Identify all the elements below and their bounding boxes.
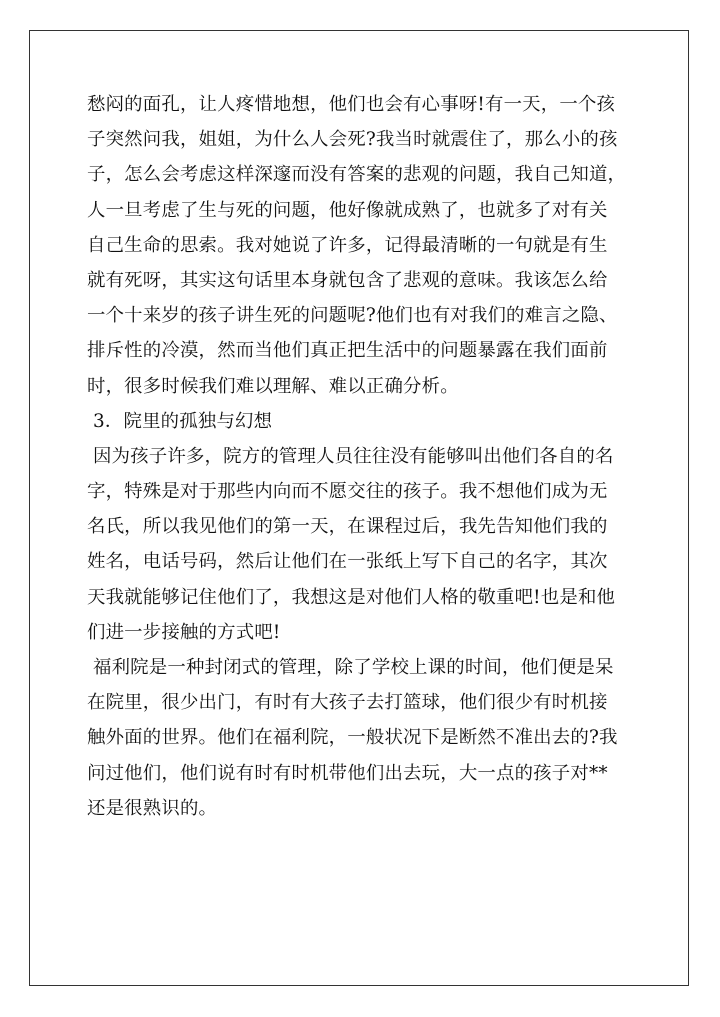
text-line: 触外面的世界。他们在福利院，一般状况下是断然不准出去的?我: [87, 727, 618, 749]
text-line: 姓名，电话号码，然后让他们在一张纸上写下自己的名字，其次: [87, 551, 608, 573]
text-line: 在院里，很少出门，有时有大孩子去打篮球，他们很少有时机接: [87, 692, 608, 714]
text-line: 子突然问我，姐姐，为什么人会死?我当时就震住了，那么小的孩: [87, 129, 618, 151]
text-line: 还是很熟识的。: [87, 797, 218, 819]
text-line: 自己生命的思索。我对她说了许多，记得最清晰的一句就是有生: [87, 234, 608, 256]
text-line: 字，特殊是对于那些内向而不愿交往的孩子。我不想他们成为无: [87, 481, 608, 503]
text-line: 一个十来岁的孩子讲生死的问题呢?他们也有对我们的难言之隐、: [87, 305, 618, 327]
text-line: 名氏，所以我见他们的第一天，在课程过后，我先告知他们我的: [87, 516, 608, 538]
text-line: 排斥性的冷漠，然而当他们真正把生活中的问题暴露在我们面前: [87, 340, 608, 362]
text-line: 愁闷的面孔，让人疼惜地想，他们也会有心事呀!有一天，一个孩: [87, 94, 616, 115]
text-line: 就有死呀，其实这句话里本身就包含了悲观的意味。我该怎么给: [87, 269, 608, 291]
document-body: [87, 87, 632, 826]
text-line: 问过他们，他们说有时有时机带他们出去玩，大一点的孩子对**: [87, 762, 608, 784]
text-line: 子，怎么会考虑这样深邃而没有答案的悲观的问题，我自己知道，: [87, 164, 627, 186]
text-line: 时，很多时候我们难以理解、难以正确分析。: [87, 375, 459, 397]
paragraph-start: 福利院是一种封闭式的管理，除了学校上课的时间，他们便是呆: [93, 657, 614, 678]
paragraph-start: 因为孩子许多，院方的管理人员往往没有能够叫出他们各自的名: [93, 445, 614, 467]
text-line: 人一旦考虑了生与死的问题，他好像就成熟了，也就多了对有关: [87, 199, 608, 221]
text-line: 们进一步接触的方式吧!: [87, 621, 281, 643]
text-line: 天我就能够记住他们了，我想这是对他们人格的敬重吧!也是和他: [87, 586, 616, 608]
section-heading: 3．院里的孤独与幻想: [93, 410, 273, 432]
